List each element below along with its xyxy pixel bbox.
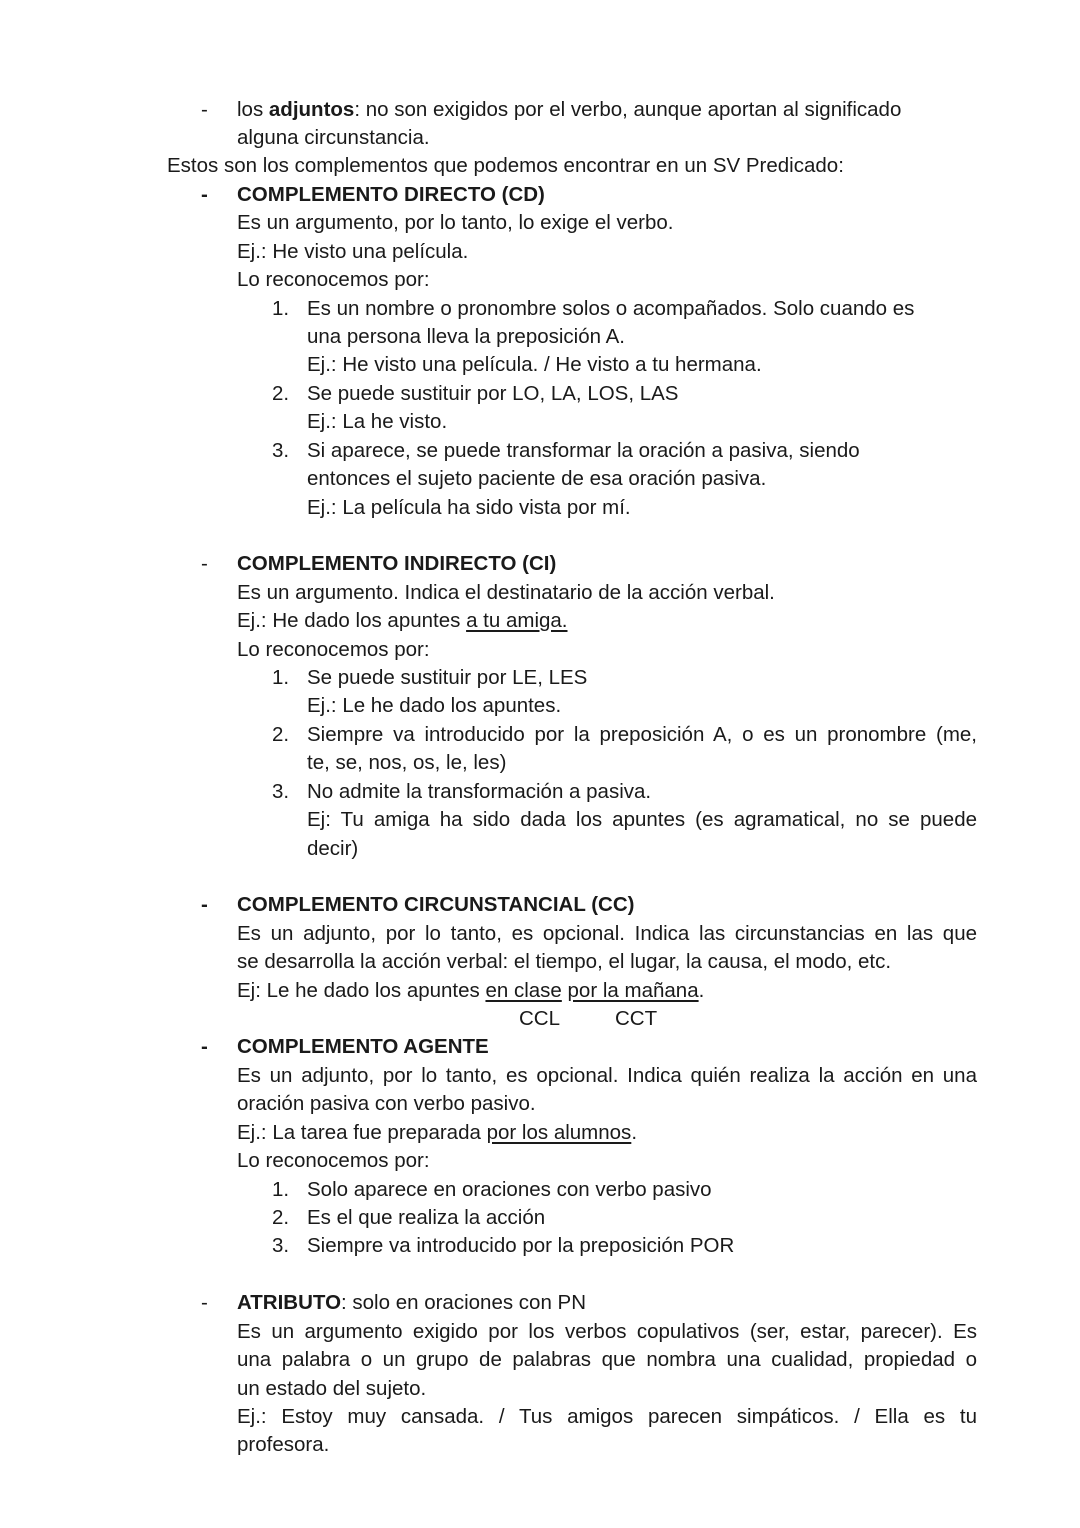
cd-item-3-cont: entonces el sujeto paciente de esa oración pasiva. bbox=[307, 467, 767, 490]
cd-item-3: Si aparece, se puede transformar la oración a pasiva, siendo bbox=[307, 439, 860, 462]
ccl-label: CCL bbox=[519, 1007, 561, 1030]
ca-item-3: Siempre va introducido por la preposición POR bbox=[307, 1234, 735, 1257]
cd-heading: COMPLEMENTO DIRECTO (CD) bbox=[237, 183, 545, 206]
list-number: 3. bbox=[272, 1234, 290, 1257]
atributo-definition-cont: una palabra o un grupo de palabras que nombra una cualidad, propiedad o bbox=[237, 1348, 977, 1371]
ca-example: Ej.: La tarea fue preparada por los alumnos. bbox=[237, 1121, 638, 1144]
intro-lead: Estos son los complementos que podemos encontrar en un SV Predicado: bbox=[167, 154, 844, 177]
bullet-dash: - bbox=[201, 552, 208, 575]
list-number: 1. bbox=[272, 666, 290, 689]
list-number: 2. bbox=[272, 382, 290, 405]
ci-heading: COMPLEMENTO INDIRECTO (CI) bbox=[237, 552, 557, 575]
underlined-phrase: en clase bbox=[485, 979, 562, 1002]
ci-item-2: Siempre va introducido por la preposición A, o es un pronombre (me, bbox=[307, 723, 977, 746]
ci-example: Ej.: He dado los apuntes a tu amiga. bbox=[237, 609, 568, 632]
ca-heading: COMPLEMENTO AGENTE bbox=[237, 1035, 489, 1058]
underlined-phrase: por los alumnos bbox=[486, 1121, 632, 1144]
ci-item-2-cont: te, se, nos, os, le, les) bbox=[307, 751, 507, 774]
list-number: 1. bbox=[272, 1178, 290, 1201]
ci-item-3-example-cont: decir) bbox=[307, 837, 359, 860]
ci-recognize: Lo reconocemos por: bbox=[237, 638, 430, 661]
ci-item-3: No admite la transformación a pasiva. bbox=[307, 780, 652, 803]
bullet-dash: - bbox=[201, 893, 208, 916]
cd-example: Ej.: He visto una película. bbox=[237, 240, 469, 263]
ci-item-3-example: Ej: Tu amiga ha sido dada los apuntes (es agramatical, no se puede bbox=[307, 808, 977, 831]
cd-definition: Es un argumento, por lo tanto, lo exige el verbo. bbox=[237, 211, 674, 234]
list-number: 2. bbox=[272, 1206, 290, 1229]
list-number: 2. bbox=[272, 723, 290, 746]
underlined-phrase: a tu amiga. bbox=[466, 609, 568, 632]
ca-definition: Es un adjunto, por lo tanto, es opcional. Indica quién realiza la acción en una bbox=[237, 1064, 977, 1087]
cc-definition: Es un adjunto, por lo tanto, es opcional. Indica las circunstancias en las que bbox=[237, 922, 977, 945]
bullet-dash: - bbox=[201, 1035, 208, 1058]
bullet-dash: - bbox=[201, 183, 208, 206]
cc-definition-cont: se desarrolla la acción verbal: el tiempo, el lugar, la causa, el modo, etc. bbox=[237, 950, 892, 973]
ci-item-1-example: Ej.: Le he dado los apuntes. bbox=[307, 694, 562, 717]
bullet-dash: - bbox=[201, 98, 208, 121]
cd-item-1-example: Ej.: He visto una película. / He visto a tu hermana. bbox=[307, 353, 762, 376]
cd-item-2: Se puede sustituir por LO, LA, LOS, LAS bbox=[307, 382, 679, 405]
ca-item-2: Es el que realiza la acción bbox=[307, 1206, 546, 1229]
list-number: 3. bbox=[272, 439, 290, 462]
adjuntos-line: los adjuntos: no son exigidos por el verbo, aunque aportan al significado bbox=[237, 98, 902, 121]
adjuntos-line-cont: alguna circunstancia. bbox=[237, 126, 430, 149]
atributo-definition: Es un argumento exigido por los verbos copulativos (ser, estar, parecer). Es bbox=[237, 1320, 977, 1343]
atributo-example-cont: profesora. bbox=[237, 1433, 330, 1456]
cd-recognize: Lo reconocemos por: bbox=[237, 268, 430, 291]
bullet-dash: - bbox=[201, 1291, 208, 1314]
ca-definition-cont: oración pasiva con verbo pasivo. bbox=[237, 1092, 536, 1115]
cct-label: CCT bbox=[615, 1007, 658, 1030]
atributo-definition-end: un estado del sujeto. bbox=[237, 1377, 427, 1400]
atributo-heading: ATRIBUTO: solo en oraciones con PN bbox=[237, 1291, 587, 1314]
atributo-example: Ej.: Estoy muy cansada. / Tus amigos parecen simpáticos. / Ella es tu bbox=[237, 1405, 977, 1428]
ca-recognize: Lo reconocemos por: bbox=[237, 1149, 430, 1172]
cc-heading: COMPLEMENTO CIRCUNSTANCIAL (CC) bbox=[237, 893, 635, 916]
cd-item-1-cont: una persona lleva la preposición A. bbox=[307, 325, 625, 348]
underlined-phrase: por la mañana bbox=[567, 979, 699, 1002]
ci-item-1: Se puede sustituir por LE, LES bbox=[307, 666, 588, 689]
ci-definition: Es un argumento. Indica el destinatario de la acción verbal. bbox=[237, 581, 775, 604]
cd-item-2-example: Ej.: La he visto. bbox=[307, 410, 448, 433]
list-number: 3. bbox=[272, 780, 290, 803]
list-number: 1. bbox=[272, 297, 290, 320]
cd-item-3-example: Ej.: La película ha sido vista por mí. bbox=[307, 496, 631, 519]
cd-item-1: Es un nombre o pronombre solos o acompañados. Solo cuando es bbox=[307, 297, 915, 320]
cc-example: Ej: Le he dado los apuntes en clase por la mañana. bbox=[237, 979, 705, 1002]
adjuntos-term: adjuntos bbox=[268, 98, 355, 121]
ca-item-1: Solo aparece en oraciones con verbo pasivo bbox=[307, 1178, 712, 1201]
